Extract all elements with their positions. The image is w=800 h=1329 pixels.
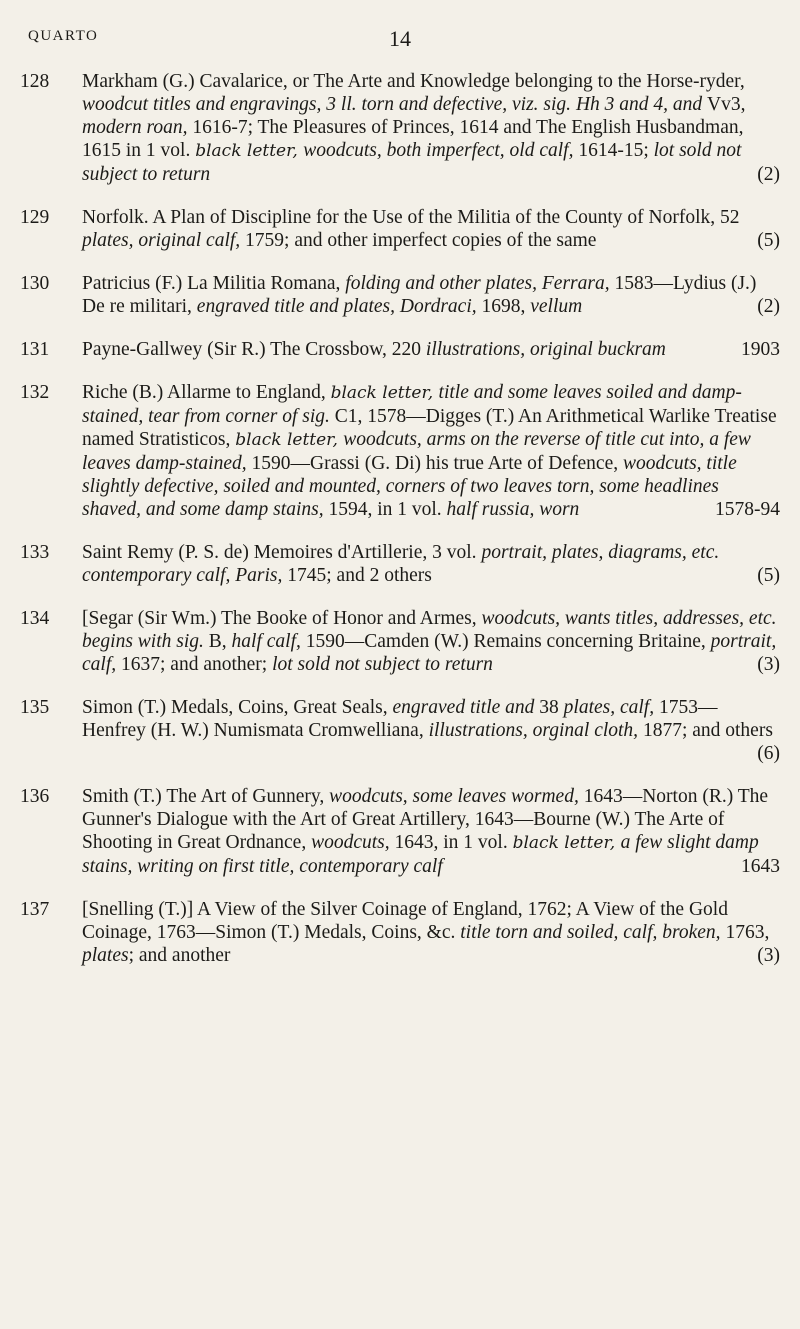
- lot-entry: [20, 381, 780, 521]
- lot-number: 132: [20, 382, 50, 403]
- italic-text: title and some leaves soiled and damp-stained, tear from corner of sig.: [82, 382, 742, 427]
- italic-text: engraved title and: [392, 697, 540, 718]
- lot-quantity: 1578-94: [715, 499, 780, 520]
- roman-text: 1616-7; The Pleasures of Princes, 1614 and The English Husbandman, 1615 in 1 vol.: [82, 117, 744, 161]
- lot-number: 136: [20, 786, 50, 807]
- italic-text: plates, calf,: [563, 697, 659, 718]
- roman-text: B,: [208, 631, 232, 652]
- lot-quantity: (3): [757, 654, 780, 675]
- italic-text: folding and other plates, Ferrara,: [345, 273, 615, 294]
- lot-number: 135: [20, 697, 50, 718]
- section-title: QUARTO: [28, 28, 99, 44]
- italic-text: lot sold not subject to return: [272, 654, 493, 675]
- lot-number: 130: [20, 273, 50, 294]
- lot-description: [82, 541, 780, 587]
- roman-text: Norfolk. A Plan of Discipline for the Use of the Militia of the County of Norfolk, 52: [82, 207, 740, 228]
- running-head: [28, 26, 772, 52]
- lot-quantity: 1903: [741, 339, 780, 360]
- roman-text: 1583—Lydius (J.) De re militari,: [82, 273, 757, 317]
- roman-text: Vv3,: [707, 94, 746, 115]
- lot-number: 133: [20, 542, 50, 563]
- roman-text: Payne-Gallwey (Sir R.) The Crossbow, 220: [82, 339, 426, 360]
- lot-quantity: (5): [757, 565, 780, 586]
- lot-number: 134: [20, 608, 50, 629]
- lot-description: [82, 70, 780, 186]
- lot-description: [82, 272, 780, 318]
- lot-entry: [20, 898, 780, 967]
- roman-text: Patricius (F.) La Militia Romana,: [82, 273, 346, 294]
- roman-text: [Segar (Sir Wm.) The Booke of Honor and Armes,: [82, 608, 482, 629]
- italic-text: and: [672, 94, 708, 115]
- lot-quantity: (2): [757, 164, 780, 185]
- lot-description: [82, 785, 780, 878]
- lot-entries: [20, 70, 780, 987]
- italic-text: modern roan,: [82, 117, 193, 138]
- roman-text: Saint Remy (P. S. de) Memoires d'Artillerie, 3 vol.: [82, 542, 482, 563]
- lot-quantity: (5): [757, 230, 780, 251]
- roman-text: 1614-15;: [578, 140, 654, 161]
- lot-number: 129: [20, 207, 50, 228]
- italic-text: half russia, worn: [446, 499, 580, 520]
- italic-text: illustrations, original buckram: [425, 339, 666, 360]
- italic-text: illustrations, orginal cloth,: [428, 720, 643, 741]
- roman-text: Riche (B.) Allarme to England,: [82, 382, 331, 403]
- lot-entry: [20, 206, 780, 252]
- lot-entry: [20, 541, 780, 587]
- lot-description: [82, 381, 780, 521]
- blackletter-text: black letter,: [512, 833, 621, 853]
- italic-text: woodcut titles and engravings, 3 ll. torn and defective, viz. sig.: [82, 94, 576, 115]
- roman-text: 1745; and 2 others: [287, 565, 432, 586]
- roman-text: 1643, in 1 vol.: [394, 832, 513, 853]
- roman-text: 1594, in 1 vol.: [328, 499, 447, 520]
- roman-text: 38: [539, 697, 564, 718]
- lot-number: 131: [20, 339, 50, 360]
- lot-entry: [20, 70, 780, 186]
- roman-text: 1877; and others: [642, 720, 773, 741]
- italic-text: woodcuts, title slightly defective, soiled and mounted, corners of two leaves torn, some headlines shaved, and some damp stains,: [82, 453, 737, 520]
- lot-number: 137: [20, 899, 50, 920]
- lot-entry: [20, 607, 780, 676]
- roman-text: 1643—Norton (R.) The Gunner's Dialogue with the Art of Great Artillery, 1643—Bourne (W.) The Arte of Shooting in Great Ordnance,: [82, 786, 769, 853]
- page-number: 14: [389, 26, 411, 51]
- italic-text: plates, original calf,: [82, 230, 246, 251]
- lot-description: [82, 206, 780, 252]
- lot-description: [82, 696, 780, 764]
- italic-text: Hh 3 and 4,: [575, 94, 673, 115]
- lot-entry: [20, 696, 780, 765]
- italic-text: half calf,: [231, 631, 306, 652]
- roman-text: Simon (T.) Medals, Coins, Great Seals,: [82, 697, 393, 718]
- italic-text: title torn and soiled, calf, broken,: [460, 922, 726, 943]
- roman-text: C1, 1578—Digges (T.) An Arithmetical Warlike Treatise named Stratisticos,: [82, 406, 777, 450]
- italic-text: woodcuts, wants titles, addresses, etc. begins with sig.: [82, 608, 777, 652]
- italic-text: portrait, calf,: [82, 631, 777, 675]
- roman-text: 1763,: [725, 922, 770, 943]
- roman-text: 1590—Camden (W.) Remains concerning Britaine,: [305, 631, 711, 652]
- roman-text: 1590—Grassi (G. Di) his true Arte of Defence,: [251, 453, 623, 474]
- roman-text: 1637; and another;: [121, 654, 273, 675]
- roman-text: Markham (G.) Cavalarice, or The Arte and Knowledge belonging to the Horse-ryder,: [82, 71, 745, 92]
- roman-text: 1698,: [481, 296, 531, 317]
- italic-text: vellum: [530, 296, 583, 317]
- italic-text: engraved title and plates, Dordraci,: [196, 296, 482, 317]
- lot-description: [82, 607, 780, 676]
- lot-entry: [20, 272, 780, 318]
- italic-text: lot sold not subject to return: [82, 140, 742, 185]
- lot-entry: [20, 785, 780, 878]
- lot-entry: [20, 338, 780, 361]
- lot-quantity: (6): [757, 743, 780, 764]
- italic-text: a few slight damp stains, writing on first title, contemporary calf: [82, 832, 759, 877]
- blackletter-text: black letter,: [330, 383, 439, 403]
- lot-number: 128: [20, 71, 50, 92]
- italic-text: woodcuts, some leaves wormed,: [329, 786, 584, 807]
- italic-text: portrait, plates, diagrams, etc. contemporary calf, Paris,: [82, 542, 720, 586]
- italic-text: woodcuts, both imperfect, old calf,: [303, 140, 579, 161]
- italic-text: plates: [82, 945, 129, 966]
- roman-text: 1759; and other imperfect copies of the same: [245, 230, 597, 251]
- lot-quantity: (2): [757, 296, 780, 317]
- italic-text: woodcuts,: [311, 832, 395, 853]
- lot-description: [82, 898, 780, 967]
- roman-text: Smith (T.) The Art of Gunnery,: [82, 786, 330, 807]
- lot-description: [82, 338, 780, 361]
- roman-text: ; and another: [128, 945, 231, 966]
- lot-quantity: 1643: [741, 856, 780, 877]
- blackletter-text: black letter,: [195, 141, 304, 161]
- blackletter-text: black letter,: [235, 430, 344, 450]
- lot-quantity: (3): [757, 945, 780, 966]
- italic-text: woodcuts, arms on the reverse of title cut into, a few leaves damp-stained,: [82, 429, 751, 474]
- roman-text: [Snelling (T.)] A View of the Silver Coinage of England, 1762; A View of the Gold Coinage, 1763—Simon (T.) Medals, Coins, &c.: [82, 899, 728, 943]
- roman-text: 1753—Henfrey (H. W.) Numismata Cromwelliana,: [82, 697, 718, 741]
